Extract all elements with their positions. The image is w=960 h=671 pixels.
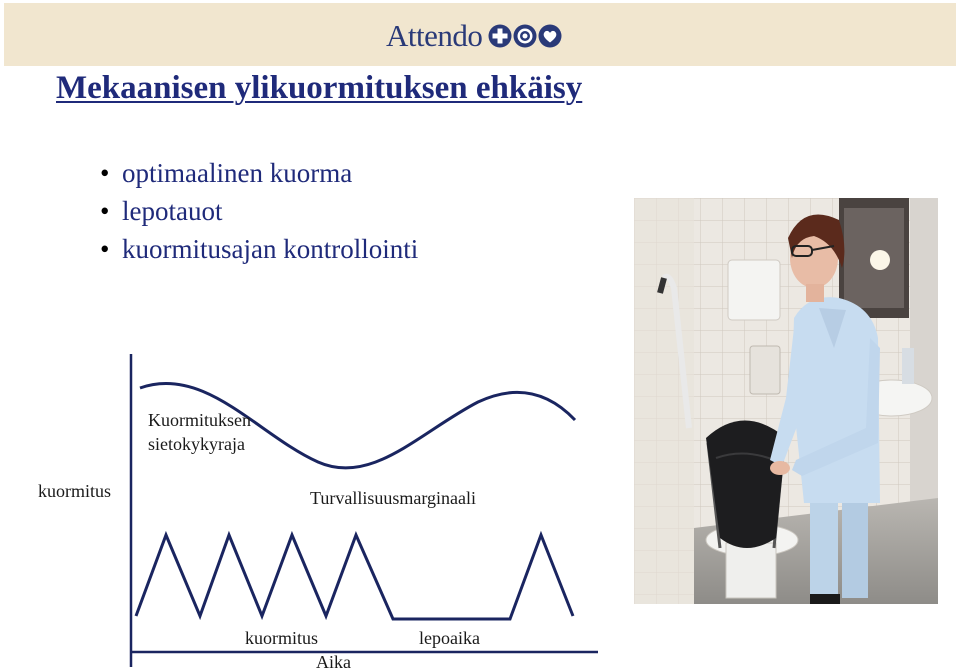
x-axis-label: Aika (316, 652, 351, 671)
capacity-label-line1: Kuormituksen (148, 410, 251, 430)
logo-icons (488, 24, 562, 48)
plus-icon (488, 24, 512, 48)
load-diagram (0, 340, 620, 671)
rest-label: lepoaika (419, 628, 480, 648)
attendo-logo (386, 19, 562, 53)
page-title: Mekaanisen ylikuormituksen ehkäisy (56, 70, 583, 106)
caregiver-photo (634, 198, 938, 604)
list-item (100, 154, 418, 192)
list-item (100, 192, 418, 230)
load-zigzag (136, 535, 573, 619)
logo-text: Attendo (386, 18, 483, 53)
target-icon (513, 24, 537, 48)
y-axis-label: kuormitus (38, 481, 112, 501)
heart-icon (538, 24, 562, 48)
bullet-text: lepotauot (122, 196, 223, 226)
bullet-dot-icon: • (100, 196, 110, 226)
bullet-text: optimaalinen kuorma (122, 158, 353, 188)
capacity-label-line2: sietokykyraja (148, 434, 245, 454)
bullet-list (100, 154, 418, 268)
load-label: kuormitus (245, 628, 319, 648)
bullet-dot-icon: • (100, 234, 110, 264)
bullet-text: kuormitusajan kontrollointi (122, 234, 419, 264)
list-item (100, 230, 418, 268)
bullet-dot-icon: • (100, 158, 110, 188)
margin-label: Turvallisuusmarginaali (310, 488, 476, 508)
